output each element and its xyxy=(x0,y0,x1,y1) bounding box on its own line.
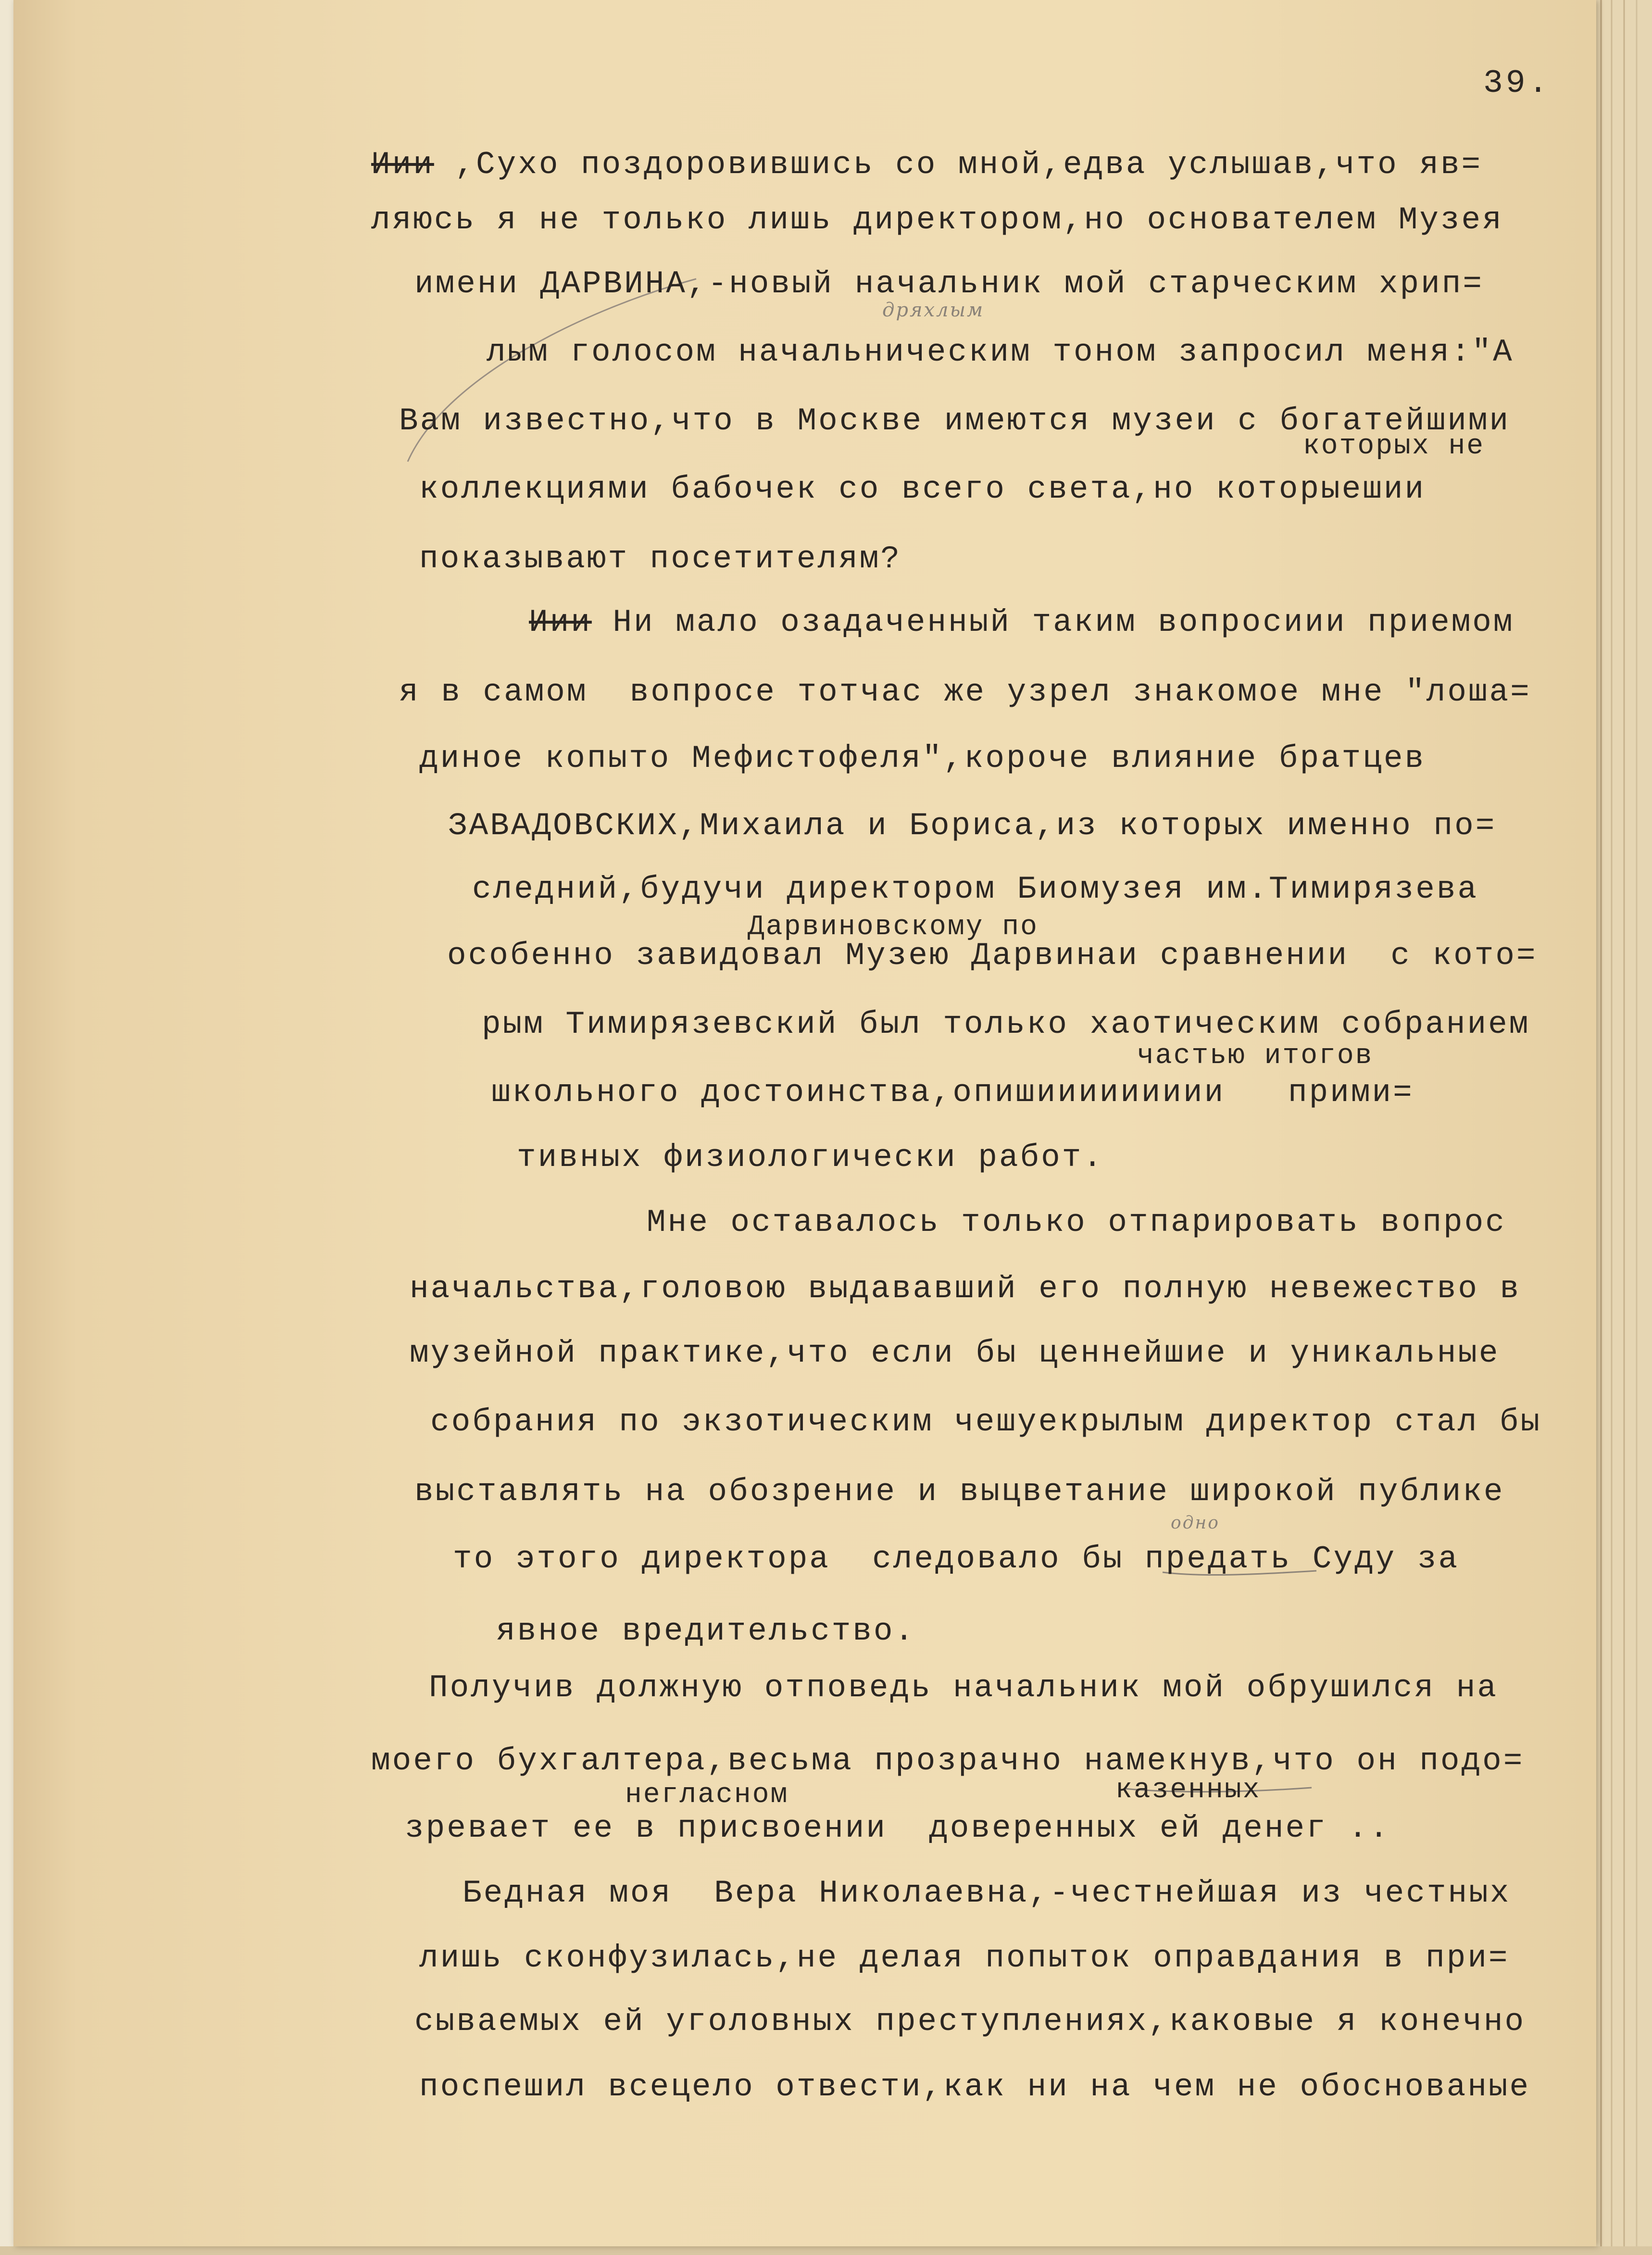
text-line-26: зревает ее в присвоении доверенных ей денег .. xyxy=(405,1810,1390,1846)
text-line-1 xyxy=(371,149,1482,181)
pencil-note-1: дряхлым xyxy=(882,299,985,321)
line-text: Ни мало озадаченный таким вопросиии приемом xyxy=(591,604,1514,640)
page-number: 39. xyxy=(1483,65,1551,102)
text-line-28: лишь сконфузилась,не делая попыток оправдания в при= xyxy=(419,1940,1510,1976)
insertion-4: негласном xyxy=(625,1779,789,1811)
struck-prefix: Иии xyxy=(529,604,592,640)
text-line-19: музейной практике,что если бы ценнейшие и уникальные xyxy=(410,1335,1500,1371)
text-line-12: следний,будучи директором Биомузея им.Тимирязева xyxy=(472,871,1479,907)
text-line-23: явное вредительство. xyxy=(496,1613,916,1649)
text-line-29: сываемых ей уголовных преступлениях,каковые я конечно xyxy=(414,2004,1526,2040)
text-line-11: ЗАВАДОВСКИХ,Михаила и Бориса,из которых именно по= xyxy=(448,808,1497,844)
text-line-7: показывают посетителям? xyxy=(419,541,901,577)
text-line-25: моего бухгалтера,весьма прозрачно намекнув,что он подо= xyxy=(371,1743,1525,1779)
insertion-3: частью итогов xyxy=(1137,1040,1374,1072)
insertion-1: которых не xyxy=(1303,431,1485,462)
line-text: ,Сухо поздоровившись со мной,едва услышав,что яв= xyxy=(434,147,1483,183)
text-line-14: рым Тимирязевский был только хаотическим собранием xyxy=(482,1006,1530,1042)
text-line-4: лым голосом начальническим тоном запросил меня:"А xyxy=(487,334,1514,370)
text-line-30: поспешил всецело отвести,как ни на чем не обоснованые xyxy=(419,2069,1531,2105)
text-line-17: Мне оставалось только отпарировать вопрос xyxy=(647,1204,1506,1240)
text-line-5: Вам известно,что в Москве имеются музеи с богатейшими xyxy=(399,403,1511,439)
text-line-15: школьного достоинства,опишиииииииии прими= xyxy=(491,1075,1414,1111)
text-line-22: то этого директора следовало бы предать Суду за xyxy=(453,1541,1460,1577)
text-line-9: я в самом вопросе тотчас же узрел знакомое мне "лоша= xyxy=(399,674,1531,710)
text-line-21: выставлять на обозрение и выцветание широкой публике xyxy=(414,1474,1505,1510)
insertion-2: Дарвиновскому по xyxy=(748,912,1039,943)
text-line-8 xyxy=(529,604,1514,640)
text-line-2: ляюсь я не только лишь директором,но основателем Музея xyxy=(371,202,1503,238)
struck-prefix: Иии xyxy=(371,147,434,183)
text-line-20: собрания по экзотическим чешуекрылым директор стал бы xyxy=(430,1404,1542,1440)
text-line-27: Бедная моя Вера Николаевна,-честнейшая из честных xyxy=(463,1875,1511,1911)
text-line-16: тивных физиологически работ. xyxy=(517,1140,1104,1176)
text-line-3: имени ДАРВИНА,-новый начальник мой старческим хрип= xyxy=(414,266,1484,302)
text-line-10: диное копыто Мефистофеля",короче влияние братцев xyxy=(419,740,1426,777)
insertion-5: казенных xyxy=(1115,1775,1261,1806)
text-line-18: начальства,головою выдававший его полную невежество в xyxy=(410,1271,1521,1307)
text-line-13: особенно завидовал Музею Дарвинаи сравнении с кото= xyxy=(447,938,1538,974)
pencil-note-2: одно xyxy=(1171,1513,1220,1533)
text-line-6: коллекциями бабочек со всего света,но которыешии xyxy=(419,471,1426,507)
text-line-24: Получив должную отповедь начальник мой обрушился на xyxy=(429,1670,1498,1706)
